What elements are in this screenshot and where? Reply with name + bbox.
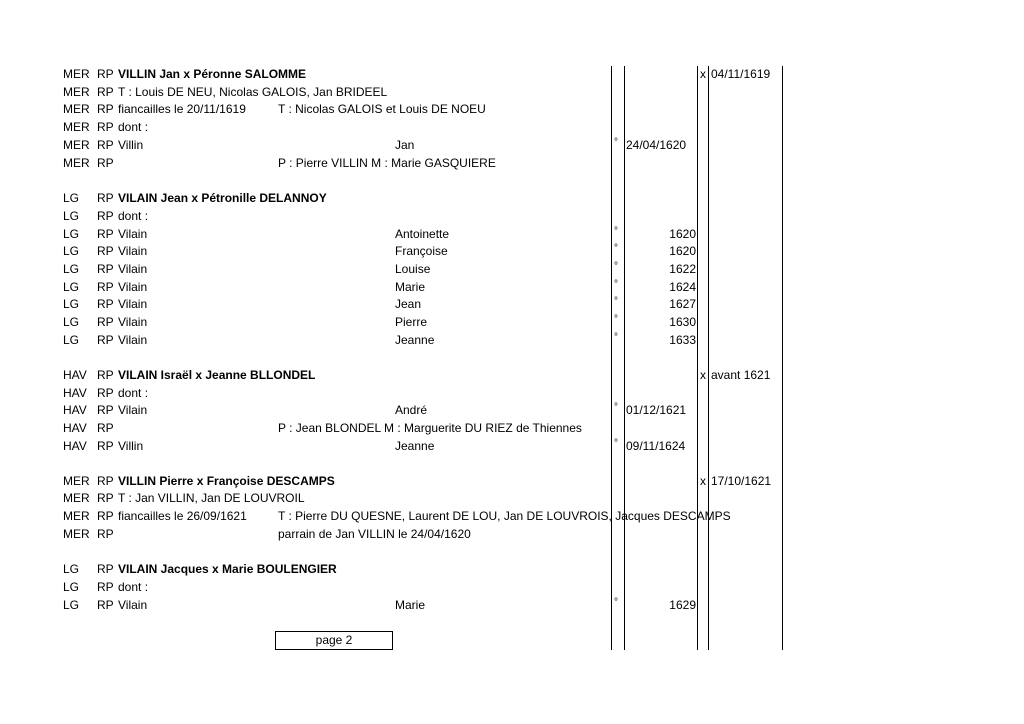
witness-text: T : Nicolas GALOIS et Louis DE NOEU	[278, 102, 486, 116]
register-row	[0, 101, 1024, 118]
baptism-mark: °	[614, 438, 618, 449]
baptism-year: 1624	[669, 280, 696, 294]
baptism-year: 1620	[669, 227, 696, 241]
given-name: Louise	[395, 262, 431, 276]
register-type: RP	[97, 191, 114, 205]
baptism-mark: °	[614, 243, 618, 254]
parish-code: MER	[63, 474, 90, 488]
register-type: RP	[97, 85, 114, 99]
baptism-mark: °	[614, 314, 618, 325]
parish-code: MER	[63, 120, 90, 134]
parish-code: LG	[63, 297, 80, 311]
register-row	[0, 597, 1024, 614]
baptism-mark: °	[614, 296, 618, 307]
entry-text: Vilain	[118, 227, 148, 241]
given-name: Marie	[395, 280, 426, 294]
register-row	[0, 208, 1024, 225]
parish-code: LG	[63, 315, 80, 329]
register-row	[0, 526, 1024, 543]
register-row	[0, 155, 1024, 172]
register-row	[0, 402, 1024, 419]
entry-text: Vilain	[118, 598, 148, 612]
register-type: RP	[97, 315, 114, 329]
entry-text: dont :	[118, 209, 149, 223]
register-type: RP	[97, 156, 114, 170]
entry-text: Villin	[118, 439, 144, 453]
given-name: Jean	[395, 297, 422, 311]
baptism-date: 09/11/1624	[626, 439, 686, 453]
entry-text: dont :	[118, 386, 149, 400]
marriage-mark: x	[700, 67, 706, 81]
baptism-mark: °	[614, 332, 618, 343]
register-type: RP	[97, 244, 114, 258]
register-row	[0, 190, 1024, 207]
register-type: RP	[97, 509, 114, 523]
parish-code: LG	[63, 244, 80, 258]
entry-text: dont :	[118, 120, 149, 134]
parish-code: MER	[63, 138, 90, 152]
register-type: RP	[97, 297, 114, 311]
register-type: RP	[97, 227, 114, 241]
register-type: RP	[97, 527, 114, 541]
witness-text: parrain de Jan VILLIN le 24/04/1620	[278, 527, 471, 541]
register-row	[0, 261, 1024, 278]
entry-text: dont :	[118, 580, 149, 594]
entry-text: Vilain	[118, 403, 148, 417]
register-type: RP	[97, 580, 114, 594]
parish-code: LG	[63, 333, 80, 347]
parish-code: LG	[63, 227, 80, 241]
entry-text: Villin	[118, 138, 144, 152]
register-row	[0, 66, 1024, 83]
register-type: RP	[97, 403, 114, 417]
register-type: RP	[97, 209, 114, 223]
parish-code: LG	[63, 580, 80, 594]
register-type: RP	[97, 120, 114, 134]
register-row	[0, 119, 1024, 136]
entry-text: fiancailles le 26/09/1621	[118, 509, 247, 523]
baptism-mark: °	[614, 137, 618, 148]
parish-code: HAV	[63, 368, 87, 382]
entry-text: VILAIN Jean x Pétronille DELANNOY	[118, 191, 327, 205]
entry-text: Vilain	[118, 280, 148, 294]
witness-text: P : Pierre VILLIN M : Marie GASQUIERE	[278, 156, 496, 170]
register-type: RP	[97, 333, 114, 347]
parish-code: HAV	[63, 421, 87, 435]
parish-code: LG	[63, 262, 80, 276]
baptism-mark: °	[614, 402, 618, 413]
register-row	[0, 137, 1024, 154]
entry-text: T : Jan VILLIN, Jan DE LOUVROIL	[118, 491, 305, 505]
register-type: RP	[97, 598, 114, 612]
register-type: RP	[97, 386, 114, 400]
register-row	[0, 314, 1024, 331]
parish-code: HAV	[63, 439, 87, 453]
given-name: Jeanne	[395, 333, 435, 347]
given-name: André	[395, 403, 428, 417]
parish-code: MER	[63, 527, 90, 541]
register-row	[0, 279, 1024, 296]
marriage-date: avant 1621	[711, 368, 771, 382]
register-row	[0, 508, 1024, 525]
baptism-mark: °	[614, 597, 618, 608]
register-type: RP	[97, 491, 114, 505]
parish-code: LG	[63, 191, 80, 205]
register-type: RP	[97, 262, 114, 276]
entry-text: Vilain	[118, 297, 148, 311]
register-row	[0, 473, 1024, 490]
baptism-year: 1633	[669, 333, 696, 347]
parish-code: LG	[63, 280, 80, 294]
register-type: RP	[97, 102, 114, 116]
parish-code: MER	[63, 85, 90, 99]
register-row	[0, 332, 1024, 349]
entry-text: Vilain	[118, 244, 148, 258]
register-type: RP	[97, 368, 114, 382]
register-row	[0, 420, 1024, 437]
register-type: RP	[97, 138, 114, 152]
marriage-mark: x	[700, 474, 706, 488]
entry-text: fiancailles le 20/11/1619	[118, 102, 246, 116]
register-row	[0, 561, 1024, 578]
entry-text: VILAIN Israël x Jeanne BLLONDEL	[118, 368, 316, 382]
baptism-year: 1627	[669, 297, 696, 311]
register-row	[0, 385, 1024, 402]
entry-text: Vilain	[118, 333, 148, 347]
parish-code: MER	[63, 67, 90, 81]
register-row	[0, 243, 1024, 260]
baptism-date: 01/12/1621	[626, 403, 687, 417]
given-name: Jan	[395, 138, 415, 152]
given-name: Marie	[395, 598, 426, 612]
register-type: RP	[97, 474, 114, 488]
parish-code: HAV	[63, 386, 87, 400]
marriage-mark: x	[700, 368, 706, 382]
register-type: RP	[97, 67, 114, 81]
page-number-box: page 2	[275, 631, 393, 650]
marriage-date: 17/10/1621	[711, 474, 772, 488]
register-type: RP	[97, 439, 114, 453]
entry-text: Vilain	[118, 262, 148, 276]
register-row	[0, 367, 1024, 384]
parish-code: MER	[63, 156, 90, 170]
witness-text: P : Jean BLONDEL M : Marguerite DU RIEZ de Thiennes	[278, 421, 582, 435]
register-row	[0, 84, 1024, 101]
baptism-year: 1630	[669, 315, 696, 329]
parish-code: HAV	[63, 403, 87, 417]
register-row	[0, 490, 1024, 507]
register-type: RP	[97, 280, 114, 294]
register-type: RP	[97, 421, 114, 435]
given-name: Antoinette	[395, 227, 450, 241]
parish-code: MER	[63, 509, 90, 523]
register-row	[0, 438, 1024, 455]
given-name: Pierre	[395, 315, 428, 329]
parish-code: MER	[63, 102, 90, 116]
witness-text: T : Pierre DU QUESNE, Laurent DE LOU, Jan DE LOUVROIS, Jacques DESCAMPS	[278, 509, 731, 523]
entry-text: VILAIN Jacques x Marie BOULENGIER	[118, 562, 337, 576]
parish-code: LG	[63, 562, 80, 576]
marriage-date: 04/11/1619	[711, 67, 771, 81]
register-row	[0, 296, 1024, 313]
register-row	[0, 226, 1024, 243]
register-row	[0, 579, 1024, 596]
given-name: Jeanne	[395, 439, 435, 453]
baptism-date: 24/04/1620	[626, 138, 687, 152]
baptism-mark: °	[614, 261, 618, 272]
parish-code: LG	[63, 598, 80, 612]
baptism-year: 1620	[669, 244, 696, 258]
register-type: RP	[97, 562, 114, 576]
entry-text: VILLIN Jan x Péronne SALOMME	[118, 67, 307, 81]
given-name: Françoise	[395, 244, 448, 258]
baptism-year: 1622	[669, 262, 696, 276]
baptism-mark: °	[614, 279, 618, 290]
entry-text: T : Louis DE NEU, Nicolas GALOIS, Jan BRIDEEL	[118, 85, 388, 99]
baptism-mark: °	[614, 226, 618, 237]
parish-code: MER	[63, 491, 90, 505]
baptism-year: 1629	[669, 598, 696, 612]
parish-code: LG	[63, 209, 80, 223]
entry-text: Vilain	[118, 315, 148, 329]
entry-text: VILLIN Pierre x Françoise DESCAMPS	[118, 474, 335, 488]
